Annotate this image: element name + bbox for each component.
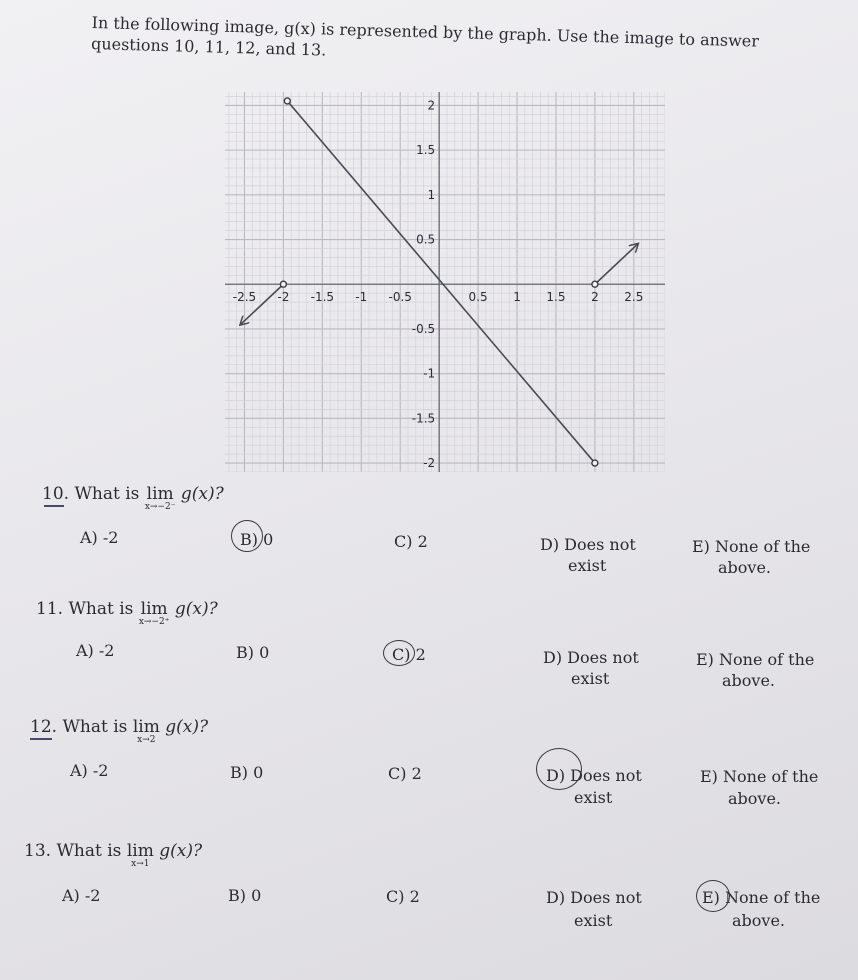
option-d[interactable]: D) Does not [546, 766, 642, 785]
graph-of-g [225, 92, 665, 472]
graph-series-ray [595, 244, 638, 284]
graph-series-segment [287, 101, 595, 463]
open-endpoint [592, 281, 598, 287]
y-tick-label: -2 [423, 456, 436, 471]
function-text: g(x)? [180, 484, 224, 504]
question-prefix: What is [68, 599, 134, 619]
x-tick-label: 1.5 [546, 290, 566, 305]
option-e-line2: above. [728, 789, 782, 808]
option-a[interactable]: A) -2 [80, 528, 119, 547]
option-a[interactable]: A) -2 [76, 641, 115, 660]
limit-subscript: x→1 [131, 859, 150, 869]
option-d-line2: exist [571, 669, 610, 688]
option-b[interactable]: B) 0 [228, 886, 262, 905]
x-tick-label: 2.5 [624, 290, 644, 305]
answer-circle [696, 880, 730, 912]
lim-text: lim [126, 841, 154, 861]
question-number: 10. [42, 484, 70, 504]
option-a[interactable]: A) -2 [70, 761, 109, 780]
question-12-stem [30, 717, 208, 745]
intro-text: In the following image, g(x) is represented by the graph. Use the image to answer questions 10, 11, 12, and 13. [90, 12, 760, 60]
question-prefix: What is [62, 717, 128, 737]
option-c[interactable]: C) 2 [394, 532, 428, 551]
limit-operator [139, 599, 170, 627]
x-tick-label: 0.5 [468, 290, 488, 305]
option-b[interactable]: B) 0 [230, 763, 264, 782]
question-prefix: What is [56, 841, 122, 861]
option-a[interactable]: A) -2 [62, 886, 101, 905]
limit-subscript: x→−2⁺ [138, 617, 170, 627]
option-d-line2: exist [568, 556, 607, 575]
y-tick-label: 2 [427, 98, 436, 113]
option-d[interactable]: D) Does not [546, 888, 642, 907]
ink-underline [44, 505, 64, 507]
function-text: g(x)? [174, 599, 218, 619]
option-d-line2: exist [574, 788, 613, 807]
option-e-line2: above. [732, 911, 786, 930]
option-b[interactable]: B) 0 [236, 643, 270, 662]
limit-operator [145, 484, 176, 512]
option-d[interactable] [540, 535, 636, 554]
option-c[interactable]: C) 2 [392, 645, 426, 664]
x-tick-label: -1.5 [310, 290, 335, 305]
x-tick-label: -0.5 [388, 290, 412, 305]
limit-subscript: x→−2⁻ [144, 502, 176, 512]
question-number: 11. [36, 599, 64, 619]
open-endpoint [284, 98, 290, 104]
answer-circle [536, 748, 582, 790]
limit-operator [133, 717, 160, 745]
y-tick-label: -1.5 [411, 411, 436, 426]
open-endpoint [592, 460, 598, 466]
ink-underline [30, 738, 52, 740]
option-e[interactable]: E) None of the [700, 767, 819, 786]
function-text: g(x)? [165, 717, 209, 737]
question-prefix: What is [74, 484, 140, 504]
x-tick-label: -1 [355, 290, 368, 305]
y-tick-label: 1.5 [416, 143, 436, 158]
lim-text: lim [132, 717, 160, 737]
option-e-line2: above. [718, 558, 772, 577]
question-number: 13. [24, 841, 52, 861]
lim-text: lim [140, 599, 168, 619]
option-e[interactable]: E) None of the [696, 650, 815, 669]
option-b[interactable]: B) 0 [240, 530, 274, 549]
function-text: g(x)? [159, 841, 203, 861]
lim-text: lim [146, 484, 174, 504]
question-10-stem [42, 484, 224, 512]
y-tick-label: -0.5 [411, 321, 436, 336]
y-tick-label: 0.5 [416, 232, 436, 247]
option-d-line1: D) Does not [540, 535, 636, 554]
answer-circle [383, 640, 415, 666]
x-tick-label: -2 [277, 290, 290, 305]
option-d[interactable]: D) Does not [543, 648, 639, 667]
question-13-stem [24, 841, 202, 869]
x-tick-label: -2.5 [232, 290, 257, 305]
open-endpoint [280, 281, 286, 287]
option-e-line2: above. [722, 671, 776, 690]
question-number: 12. [30, 717, 58, 737]
limit-operator [127, 841, 154, 869]
question-11-stem [36, 599, 218, 627]
option-c[interactable]: C) 2 [386, 887, 420, 906]
limit-subscript: x→2 [137, 735, 156, 745]
y-tick-label: -1 [423, 366, 436, 381]
x-tick-label: 1 [513, 290, 521, 305]
option-e[interactable]: E) None of the [692, 537, 811, 556]
option-d-line2: exist [574, 911, 613, 930]
x-tick-label: 2 [591, 290, 599, 305]
option-c[interactable]: C) 2 [388, 764, 422, 783]
y-tick-label: 1 [427, 187, 436, 202]
option-e[interactable]: E) None of the [702, 888, 821, 907]
answer-circle [231, 520, 263, 552]
